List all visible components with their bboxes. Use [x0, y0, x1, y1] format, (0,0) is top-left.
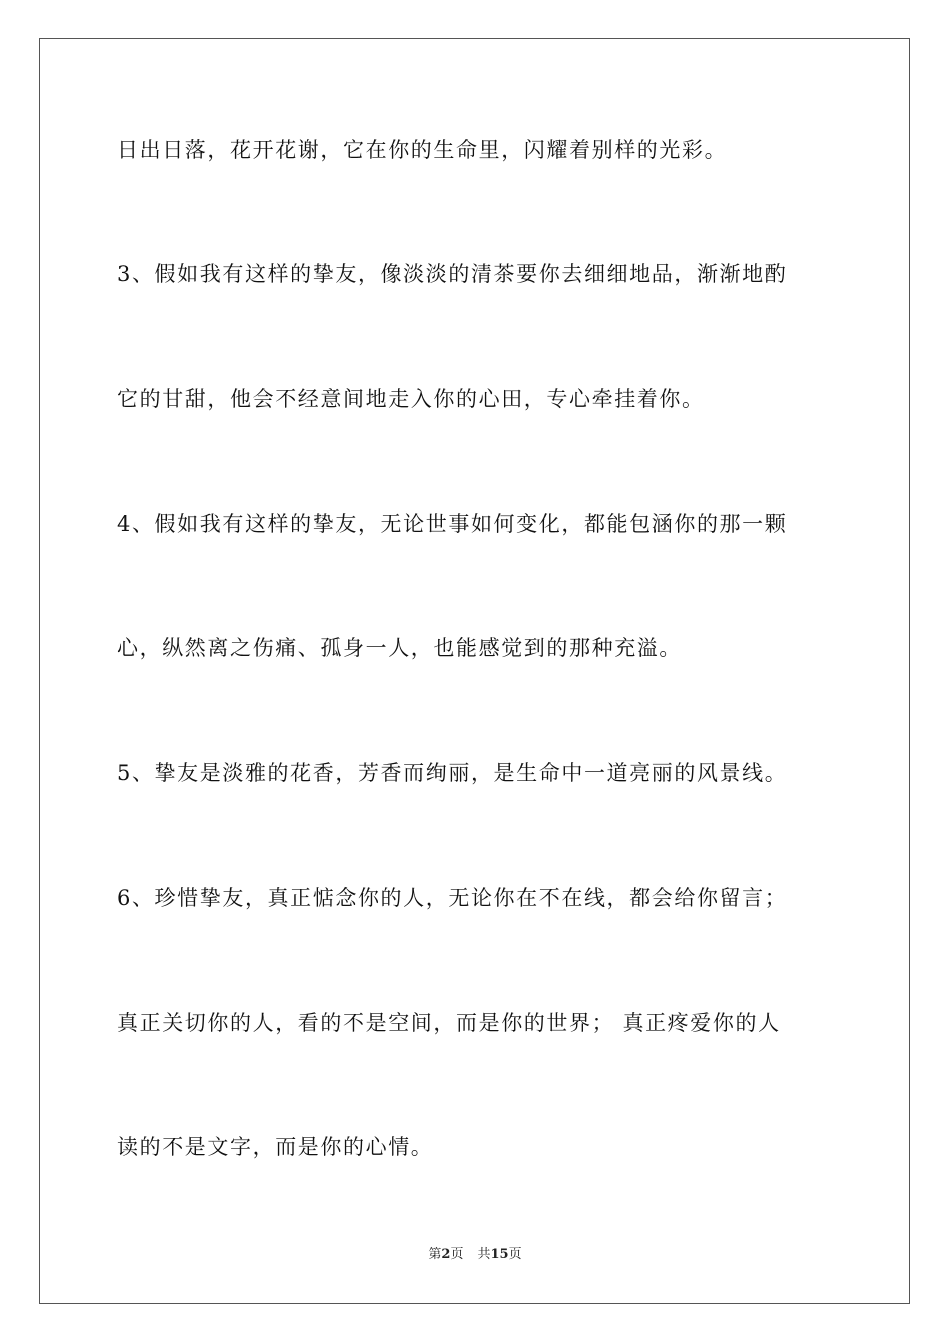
body-line-6: 5、挚友是淡雅的花香，芳香而绚丽，是生命中一道亮丽的风景线。	[117, 761, 788, 785]
footer-total-suffix: 页	[508, 1247, 522, 1262]
footer-page-number: 2	[441, 1247, 451, 1262]
body-line-1: 日出日落，花开花谢，它在你的生命里，闪耀着别样的光彩。	[117, 138, 728, 162]
footer-total-prefix: 共	[477, 1247, 491, 1262]
footer-page-prefix: 第	[428, 1247, 442, 1262]
body-line-9: 读的不是文字，而是你的心情。	[117, 1135, 434, 1159]
footer-total-pages: 15	[490, 1247, 509, 1262]
body-line-2: 3、假如我有这样的挚友，像淡淡的清茶要你去细细地品，渐渐地酌	[117, 262, 788, 286]
footer-page-suffix: 页	[450, 1247, 464, 1262]
body-line-8: 真正关切你的人，看的不是空间，而是你的世界； 真正疼爱你的人	[117, 1011, 781, 1035]
body-line-5: 心，纵然离之伤痛、孤身一人，也能感觉到的那种充溢。	[117, 636, 682, 660]
body-line-3: 它的甘甜，他会不经意间地走入你的心田，专心牵挂着你。	[117, 387, 705, 411]
page-footer	[0, 1246, 950, 1264]
page-border	[39, 38, 910, 1304]
body-line-4: 4、假如我有这样的挚友，无论世事如何变化，都能包涵你的那一颗	[117, 512, 788, 536]
body-line-7: 6、珍惜挚友，真正惦念你的人，无论你在不在线，都会给你留言；	[117, 886, 788, 910]
